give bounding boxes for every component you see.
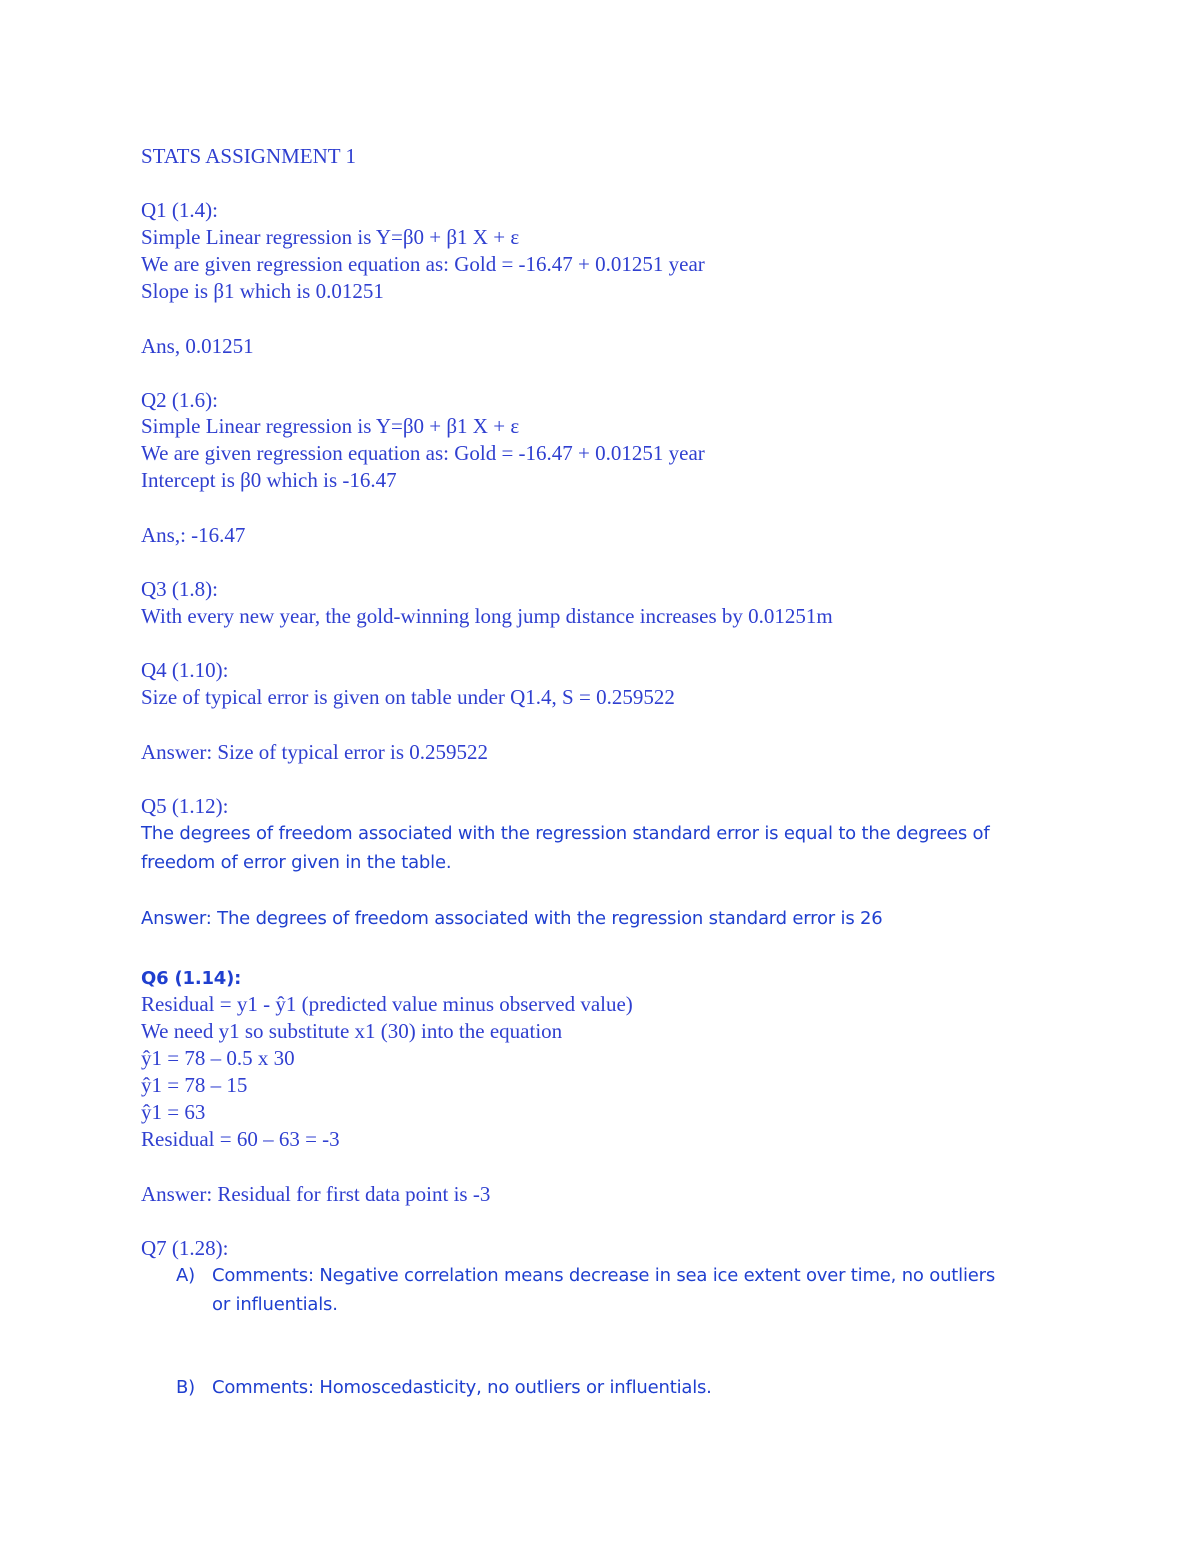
- q2-heading: Q2 (1.6):: [141, 388, 218, 412]
- q2-line-3: Intercept is β0 which is -16.47: [141, 468, 397, 492]
- q1-line-3: Slope is β1 which is 0.01251: [141, 279, 384, 303]
- q6-line-2: We need y1 so substitute x1 (30) into the equation: [141, 1019, 563, 1043]
- q6-line-4: ŷ1 = 78 – 15: [141, 1073, 248, 1097]
- q5-answer: Answer: The degrees of freedom associated with the regression standard error is 26: [141, 908, 883, 929]
- q3-heading: Q3 (1.8):: [141, 577, 218, 601]
- q5-line-2: freedom of error given in the table.: [141, 852, 452, 873]
- q2-answer: Ans,: -16.47: [141, 523, 246, 547]
- q6-line-1: Residual = y1 - ŷ1 (predicted value minus observed value): [141, 992, 633, 1016]
- q1-heading: Q1 (1.4):: [141, 198, 218, 222]
- q7-a-line-1: Comments: Negative correlation means decrease in sea ice extent over time, no outliers: [212, 1265, 995, 1286]
- q6-line-6: Residual = 60 – 63 = -3: [141, 1127, 340, 1151]
- q7-a-marker: A): [176, 1265, 195, 1286]
- q2-line-1: Simple Linear regression is Y=β0 + β1 X + ε: [141, 414, 520, 438]
- q4-line-1: Size of typical error is given on table under Q1.4, S = 0.259522: [141, 685, 675, 709]
- q4-answer: Answer: Size of typical error is 0.259522: [141, 740, 489, 764]
- q5-line-1: The degrees of freedom associated with the regression standard error is equal to the degrees of: [141, 823, 990, 844]
- q4-heading: Q4 (1.10):: [141, 658, 229, 682]
- q1-line-2: We are given regression equation as: Gold = -16.47 + 0.01251 year: [141, 252, 705, 276]
- q7-heading: Q7 (1.28):: [141, 1236, 229, 1260]
- q6-line-5: ŷ1 = 63: [141, 1100, 206, 1124]
- q5-heading: Q5 (1.12):: [141, 794, 229, 818]
- q6-heading: Q6 (1.14):: [141, 968, 242, 989]
- document-title: STATS ASSIGNMENT 1: [141, 144, 356, 168]
- q7-b-line-1: Comments: Homoscedasticity, no outliers or influentials.: [212, 1377, 712, 1398]
- q2-line-2: We are given regression equation as: Gold = -16.47 + 0.01251 year: [141, 441, 705, 465]
- q1-line-1: Simple Linear regression is Y=β0 + β1 X + ε: [141, 225, 520, 249]
- q7-b-marker: B): [176, 1377, 195, 1398]
- q6-answer: Answer: Residual for first data point is -3: [141, 1182, 491, 1206]
- q6-line-3: ŷ1 = 78 – 0.5 x 30: [141, 1046, 295, 1070]
- q1-answer: Ans, 0.01251: [141, 334, 254, 358]
- q7-a-line-2: or influentials.: [212, 1294, 338, 1315]
- q3-line-1: With every new year, the gold-winning long jump distance increases by 0.01251m: [141, 604, 833, 628]
